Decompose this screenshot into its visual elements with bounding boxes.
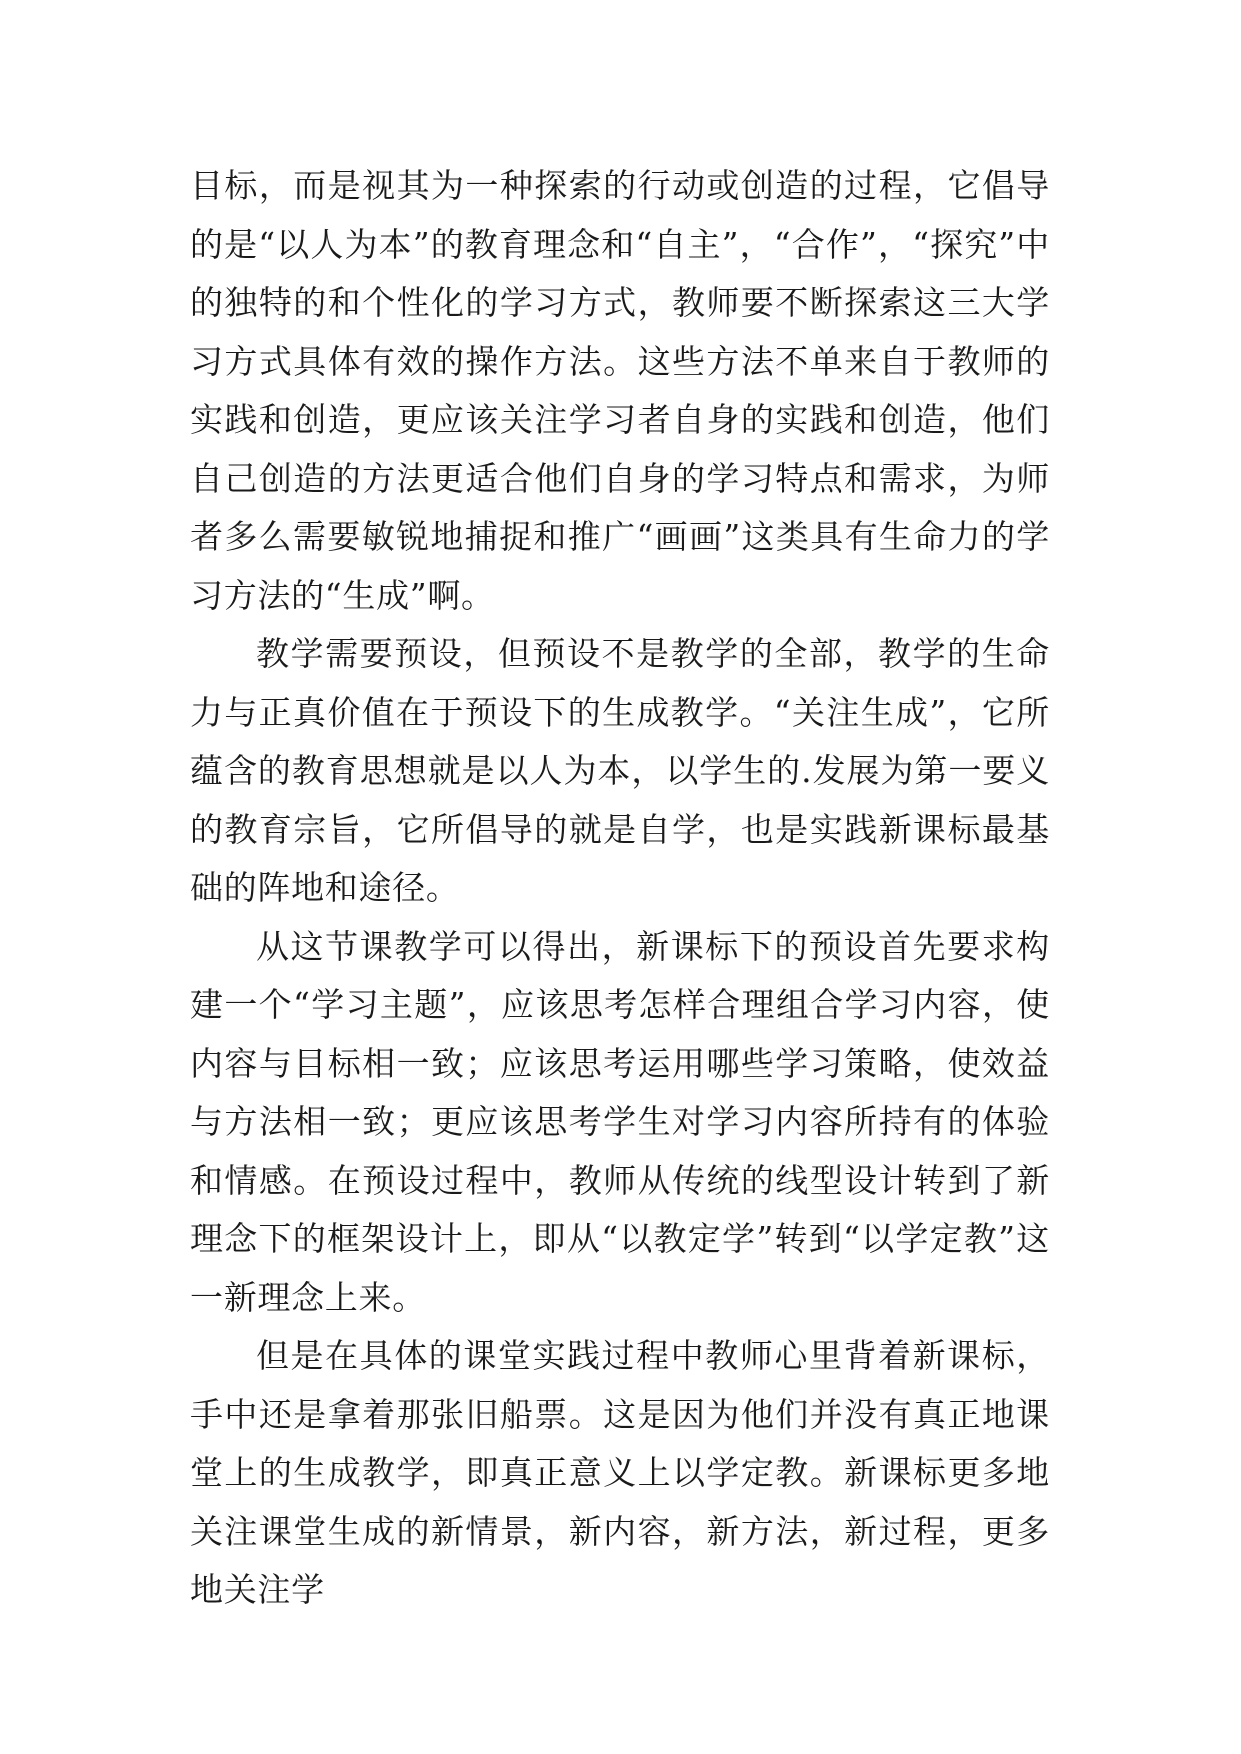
document-body [190, 157, 1050, 1620]
paragraph-2: 教学需要预设，但预设不是教学的全部，教学的生命力与正真价值在于预设下的生成教学。“关注生成”，它所蕴含的教育思想就是以人为本，以学生的.发展为第一要义的教育宗旨，它所倡导的就是自学，也是实践新课标最基础的阵地和途径。 [190, 634, 1050, 907]
paragraph-3: 从这节课教学可以得出，新课标下的预设首先要求构建一个“学习主题”，应该思考怎样合理组合学习内容，使内容与目标相一致；应该思考运用哪些学习策略，使效益与方法相一致；更应该思考学生对学习内容所持有的体验和情感。在预设过程中，教师从传统的线型设计转到了新理念下的框架设计上，即从“以教定学”转到“以学定教”这一新理念上来。 [190, 926, 1050, 1317]
paragraph-4: 但是在具体的课堂实践过程中教师心里背着新课标，手中还是拿着那张旧船票。这是因为他们并没有真正地课堂上的生成教学，即真正意义上以学定教。新课标更多地关注课堂生成的新情景，新内容，新方法，新过程，更多地关注学 [190, 1336, 1050, 1609]
paragraph-1: 目标，而是视其为一种探索的行动或创造的过程，它倡导的是“以人为本”的教育理念和“自主”，“合作”，“探究”中的独特的和个性化的学习方式，教师要不断探索这三大学习方式具体有效的操作方法。这些方法不单来自于教师的实践和创造，更应该关注学习者自身的实践和创造，他们自己创造的方法更适合他们自身的学习特点和需求，为师者多么需要敏锐地捕捉和推广“画画”这类具有生命力的学习方法的“生成”啊。 [190, 166, 1050, 615]
